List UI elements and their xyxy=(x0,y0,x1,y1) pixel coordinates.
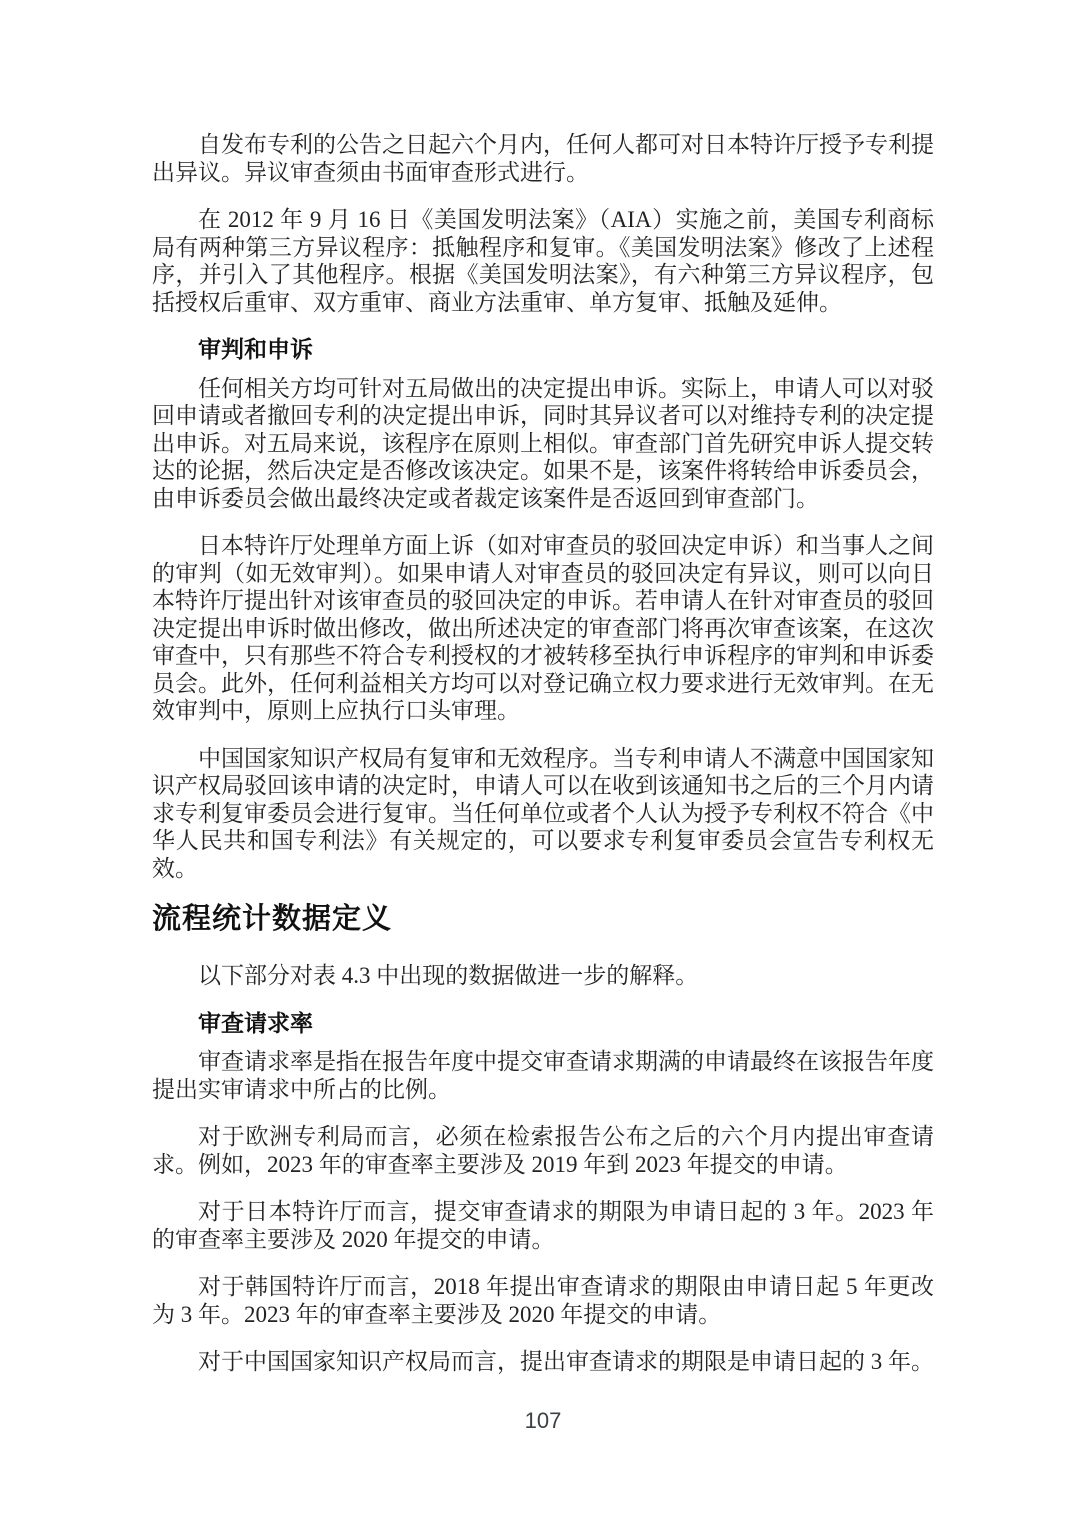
heading-exam-request-rate: 审查请求率 xyxy=(198,1010,313,1036)
paragraph-cnipa-exam-request: 对于中国国家知识产权局而言，提出审查请求的期限是申请日起的 3 年。 xyxy=(198,1349,934,1374)
heading-trial-and-appeal: 审判和申诉 xyxy=(198,337,313,362)
heading-process-statistics-definitions: 流程统计数据定义 xyxy=(152,903,393,935)
paragraph-exam-request-definition: 审查请求率是指在报告年度中提交审查请求期满的申请最终在该报告年度提出实审请求中所占的比例。 xyxy=(152,1049,934,1102)
paragraph-jpo-opposition: 自发布专利的公告之日起六个月内，任何人都可对日本特许厅授予专利提出异议。异议审查须由书面审查形式进行。 xyxy=(152,132,934,185)
paragraph-table-4-3-intro: 以下部分对表 4.3 中出现的数据做进一步的解释。 xyxy=(198,963,699,988)
paragraph-jpo-trials: 日本特许厅处理单方面上诉（如对审查员的驳回决定申诉）和当事人之间的审判（如无效审判）。如果申请人对审查员的驳回决定有异议，则可以向日本特许厅提出针对该审查员的驳回决定的申诉。若申请人在针对审查员的驳回决定提出申诉时做出修改，做出所述决定的审查部门将再次审查该案，在这次审查中，只有那些不符合专利授权的才被转移至执行申诉程序的审判和申诉委员会。此外，任何利益相关方均可以对登记确立权力要求进行无效审判。在无效审判中，原则上应执行口头审理。 xyxy=(152,533,934,723)
paragraph-cnipa-reexam: 中国国家知识产权局有复审和无效程序。当专利申请人不满意中国国家知识产权局驳回该申请的决定时，申请人可以在收到该通知书之后的三个月内请求专利复审委员会进行复审。当任何单位或者个人认为授予专利权不符合《中华人民共和国专利法》有关规定的，可以要求专利复审委员会宣告专利权无效。 xyxy=(152,745,934,881)
paragraph-uspto-third-party: 在 2012 年 9 月 16 日《美国发明法案》（AIA）实施之前，美国专利商标局有两种第三方异议程序：抵触程序和复审。《美国发明法案》修改了上述程序，并引入了其他程序。根据《美国发明法案》，有六种第三方异议程序，包括授权后重审、双方重审、商业方法重审、单方复审、抵触及延伸。 xyxy=(152,207,934,315)
paragraph-jpo-exam-request: 对于日本特许厅而言，提交审查请求的期限为申请日起的 3 年。2023 年的审查率主要涉及 2020 年提交的申请。 xyxy=(152,1199,934,1252)
paragraph-appeal-overview: 任何相关方均可针对五局做出的决定提出申诉。实际上，申请人可以对驳回申请或者撤回专利的决定提出申诉，同时其异议者可以对维持专利的决定提出申诉。对五局来说，该程序在原则上相似。审查部门首先研究申诉人提交转达的论据，然后决定是否修改该决定。如果不是，该案件将转给申诉委员会，由申诉委员会做出最终决定或者裁定该案件是否返回到审查部门。 xyxy=(152,375,934,511)
page-number: 107 xyxy=(524,1408,562,1433)
paragraph-kipo-exam-request: 对于韩国特许厅而言，2018 年提出审查请求的期限由申请日起 5 年更改为 3 年。2023 年的审查率主要涉及 2020 年提交的申请。 xyxy=(152,1274,934,1327)
page-content xyxy=(152,131,934,1396)
paragraph-epo-exam-request: 对于欧洲专利局而言，必须在检索报告公布之后的六个月内提出审查请求。例如，2023 年的审查率主要涉及 2019 年到 2023 年提交的申请。 xyxy=(152,1124,934,1177)
